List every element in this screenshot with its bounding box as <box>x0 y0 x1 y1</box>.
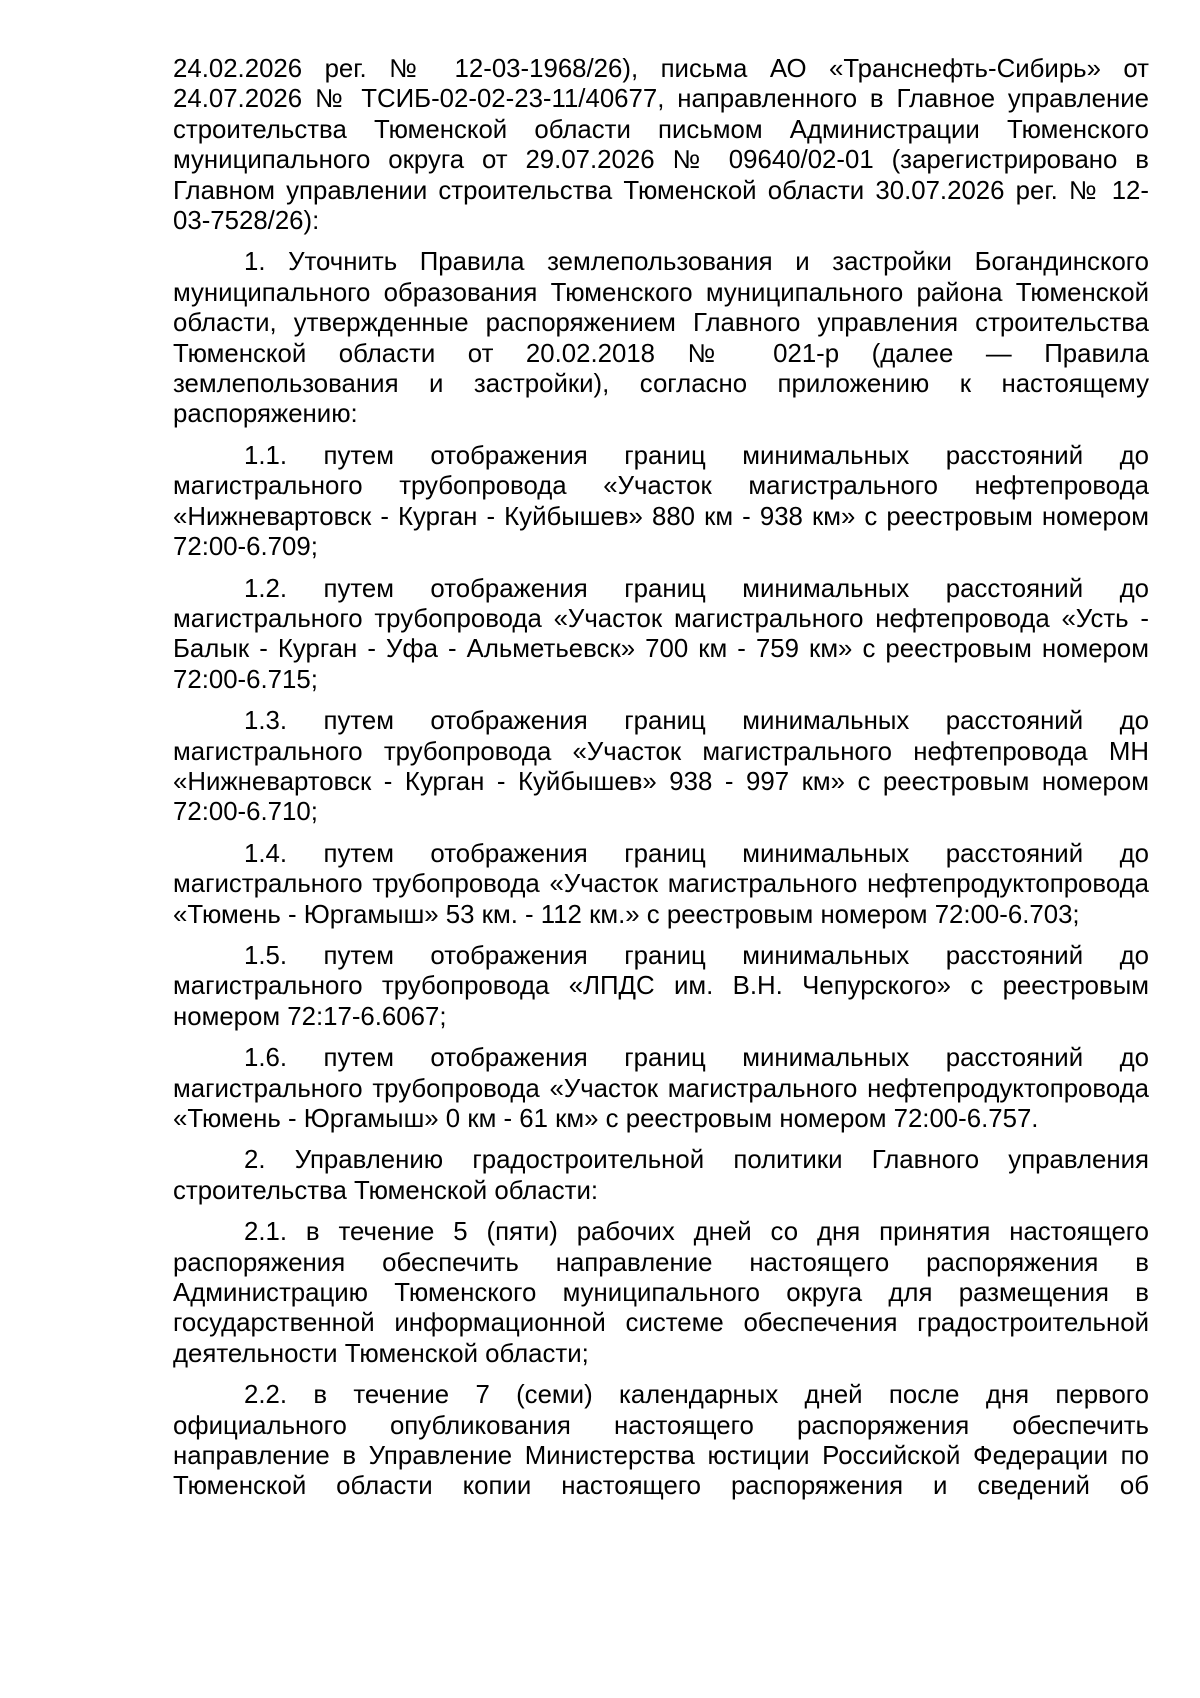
paragraph-item-1-3: 1.3. путем отображения границ минимальных расстояний до магистрального трубопровода «Участок магистрального нефтепровода МН «Нижневартовск - Курган - Куйбышев» 938 - 997 км» с реестровым номером 72:00-6.710; <box>173 707 1149 827</box>
document-page <box>173 54 1149 1513</box>
paragraph-item-1-2: 1.2. путем отображения границ минимальных расстояний до магистрального трубопровода «Участок магистрального нефтепровода «Усть - Балык - Курган - Уфа - Альметьевск» 700 км - 759 км» с реестровым номером 72:00-6.715; <box>173 574 1149 694</box>
paragraph-item-2-1: 2.1. в течение 5 (пяти) рабочих дней со дня принятия настоящего распоряжения обеспечить направление настоящего распоряжения в Администрацию Тюменского муниципального округа для размещения в государственной информационной системе обеспечения градостроительной деятельности Тюменской области; <box>173 1218 1149 1368</box>
paragraph-intro: 24.02.2026 рег. № 12-03-1968/26), письма АО «Транснефть-Сибирь» от 24.07.2026 № ТСИБ-02-02-23-11/40677, направленного в Главное управление строительства Тюменской области письмом Администрации Тюменского муниципального округа от 29.07.2026 № 09640/02-01 (зарегистрировано в Главном управлении строительства Тюменской области 30.07.2026 рег. № 12-03-7528/26): <box>173 55 1149 236</box>
paragraph-item-1-6: 1.6. путем отображения границ минимальных расстояний до магистрального трубопровода «Участок магистрального нефтепродуктопровода «Тюмень - Юргамыш» 0 км - 61 км» с реестровым номером 72:00-6.757. <box>173 1044 1149 1133</box>
paragraph-item-2: 2. Управлению градостроительной политики Главного управления строительства Тюменской области: <box>173 1146 1149 1205</box>
paragraph-item-2-2: 2.2. в течение 7 (семи) календарных дней после дня первого официального опубликования настоящего распоряжения обеспечить направление в Управление Министерства юстиции Российской Федерации по Тюменской области копии настоящего распоряжения и сведений об <box>173 1381 1149 1501</box>
paragraph-item-1-4: 1.4. путем отображения границ минимальных расстояний до магистрального трубопровода «Участок магистрального нефтепродуктопровода «Тюмень - Юргамыш» 53 км. - 112 км.» с реестровым номером 72:00-6.703; <box>173 839 1149 929</box>
paragraph-item-1-5: 1.5. путем отображения границ минимальных расстояний до магистрального трубопровода «ЛПДС им. В.Н. Чепурского» с реестровым номером 72:17-6.6067; <box>173 941 1149 1031</box>
paragraph-item-1: 1. Уточнить Правила землепользования и застройки Богандинского муниципального образования Тюменского муниципального района Тюменской области, утвержденные распоряжением Главного управления строительства Тюменской области от 20.02.2018 № 021-р (далее — Правила землепользования и застройки), согласно приложению к настоящему распоряжению: <box>173 248 1149 429</box>
paragraph-item-1-1: 1.1. путем отображения границ минимальных расстояний до магистрального трубопровода «Участок магистрального нефтепровода «Нижневартовск - Курган - Куйбышев» 880 км - 938 км» с реестровым номером 72:00-6.709; <box>173 441 1149 562</box>
